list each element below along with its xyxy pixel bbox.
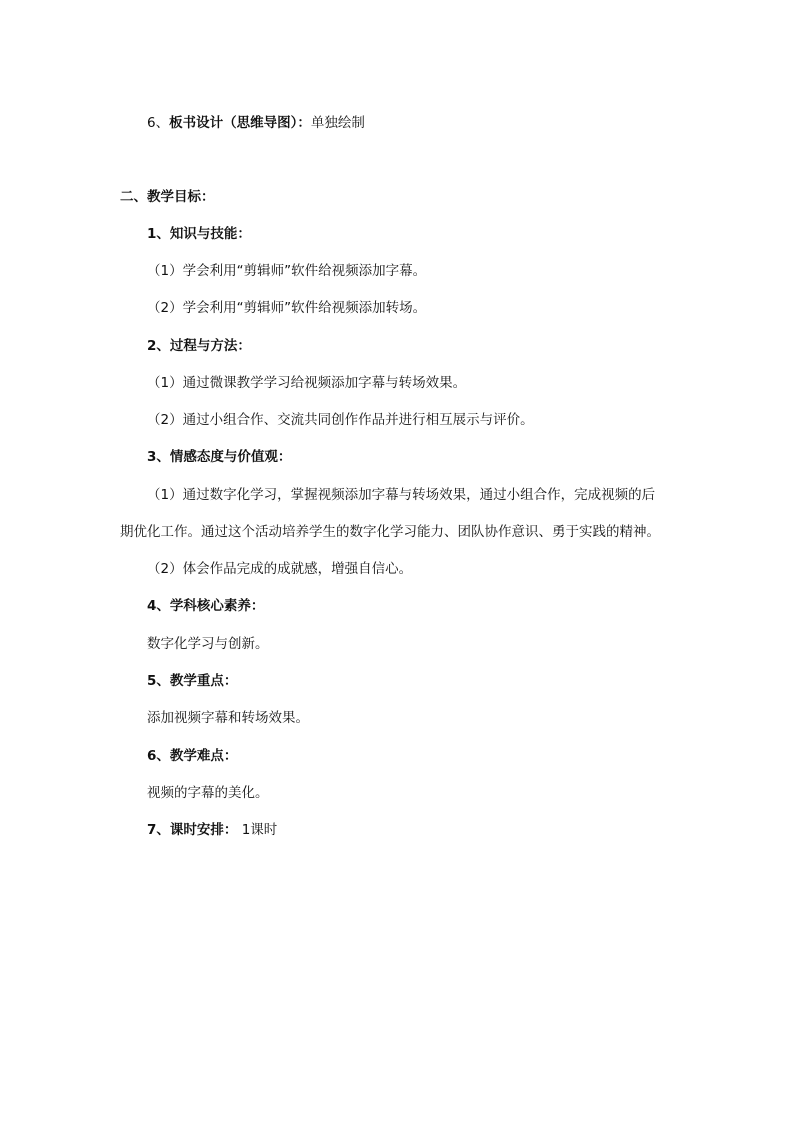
difficult-points-text: 视频的字幕的美化。 [147, 785, 269, 801]
process-item-2: （2）通过小组合作、交流共同创作作品并进行相互展示与评价。 [147, 412, 534, 428]
board-design-label: 板书设计（思维导图）： [169, 115, 311, 131]
process-item-1: （1）通过微课教学学习给视频添加字幕与转场效果。 [147, 375, 467, 391]
teaching-goals-heading: 二、教学目标： [120, 189, 215, 205]
board-design-value: 单独绘制 [310, 115, 365, 131]
attitude-values-heading: 3、情感态度与价值观： [147, 449, 292, 465]
knowledge-skills-heading: 1、知识与技能： [147, 226, 251, 242]
schedule-heading: 7、课时安排： [147, 822, 238, 838]
knowledge-item-1: （1）学会利用“剪辑师”软件给视频添加字幕。 [147, 263, 427, 279]
core-literacy-text: 数字化学习与创新。 [147, 636, 269, 652]
schedule-value: 1课时 [237, 822, 278, 838]
schedule-line [147, 821, 277, 839]
key-points-heading: 5、教学重点： [147, 673, 238, 689]
attitude-item-1-line-2: 期优化工作。通过这个活动培养学生的数字化学习能力、团队协作意识、勇于实践的精神。 [120, 524, 660, 540]
board-design-number: 6、 [147, 115, 170, 131]
difficult-points-heading: 6、教学难点： [147, 748, 238, 764]
attitude-item-1-line-1: （1）通过数字化学习，掌握视频添加字幕与转场效果，通过小组合作，完成视频的后 [147, 487, 656, 503]
knowledge-item-2: （2）学会利用“剪辑师”软件给视频添加转场。 [147, 300, 427, 316]
board-design-line [147, 114, 365, 132]
process-method-heading: 2、过程与方法： [147, 338, 251, 354]
key-points-text: 添加视频字幕和转场效果。 [147, 710, 309, 726]
core-literacy-heading: 4、学科核心素养： [147, 598, 265, 614]
attitude-item-2: （2）体会作品完成的成就感，增强自信心。 [147, 561, 413, 577]
